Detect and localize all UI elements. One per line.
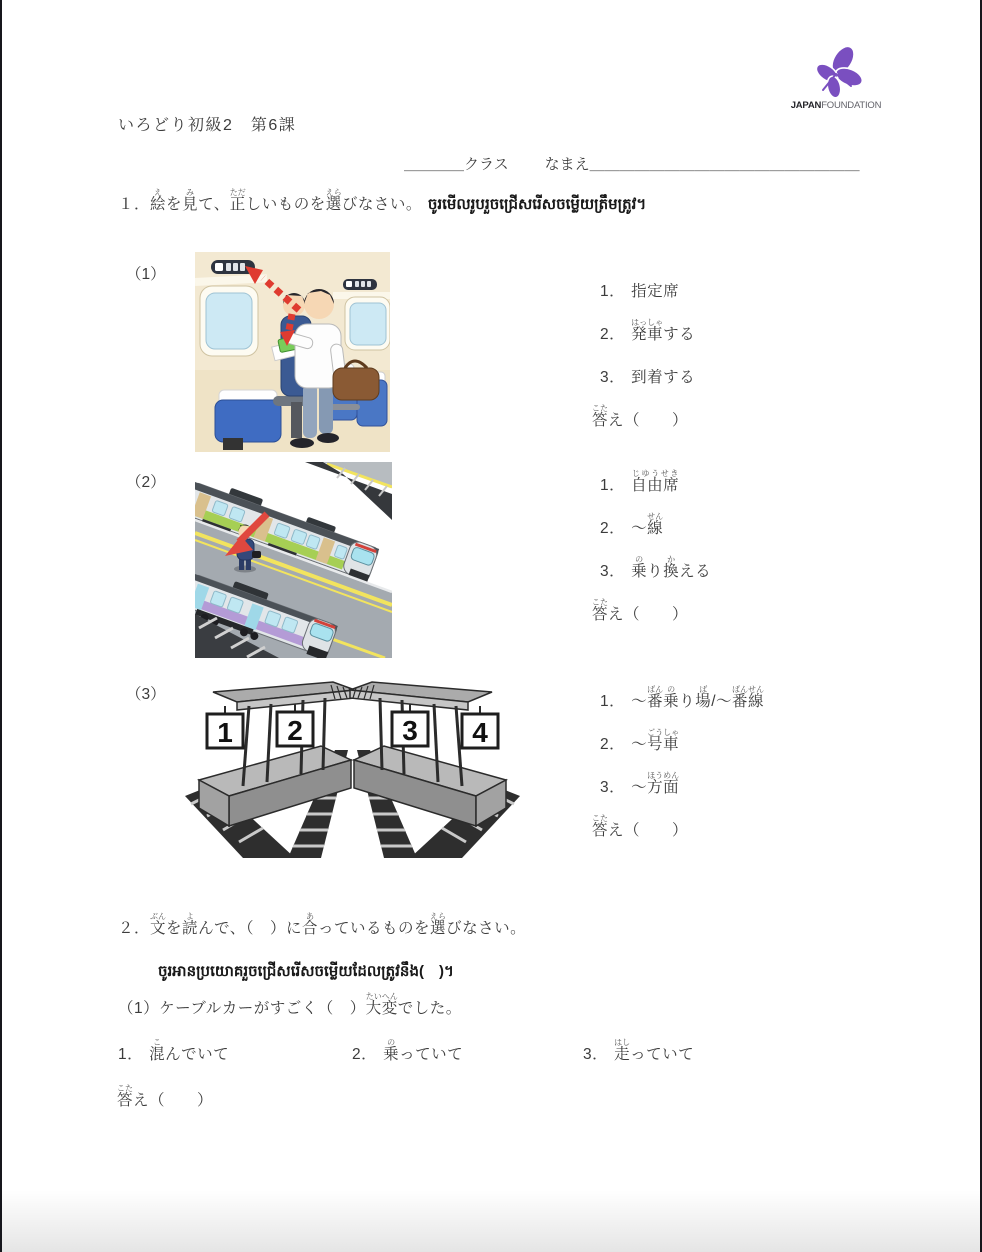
class-label: クラス: [464, 156, 509, 173]
section1-instruction-jp: １．絵えを見みて、正ただしいものを選えらびなさい。: [118, 188, 422, 213]
section2-instruction-khmer: ចូរអានប្រយោគរួចជ្រើសរើសចម្លើយដែលត្រូវនឹង( )។: [158, 963, 454, 980]
name-label: なまえ: [544, 156, 590, 173]
class-name-line: [404, 153, 860, 174]
section1-instruction: [118, 188, 646, 217]
logo-word-japan: JAPAN: [790, 100, 822, 111]
page-bottom-shadow: [0, 1190, 982, 1252]
item1-label: （1）: [126, 266, 166, 283]
section1-instruction-khmer: ចូរមើលរូបរួចជ្រើសរើសចម្លើយត្រឹមត្រូវ។: [427, 196, 647, 213]
item2-option-1: 1． 自由席じゆうせき: [600, 469, 680, 494]
item1-answer-blank: 答こたえ（ ）: [592, 404, 689, 429]
item3-option-3: 3． ～方面ほうめん: [600, 771, 680, 796]
page-left-edge: [0, 0, 2, 1252]
logo-word-foundation: FOUNDATION: [821, 100, 882, 111]
logo-wordmark: [788, 100, 884, 111]
japan-foundation-logo: [788, 46, 884, 111]
course-title: いろどり初級2 第6課: [118, 117, 297, 134]
section2-option-3: 3． 走はしっていて: [583, 1038, 695, 1063]
item2-option-3: 3． 乗のり換かえる: [600, 555, 712, 580]
section2-option-1: 1． 混こんでいて: [118, 1038, 230, 1063]
class-blank: ＿＿＿＿: [404, 156, 465, 173]
item3-options: [592, 668, 765, 840]
platform-sign-2: 2: [287, 715, 303, 746]
platform-sign-1: 1: [217, 717, 233, 748]
platform-sign-4: 4: [472, 717, 488, 748]
section2-instruction-jp: ２．文ぶんを読よんで、（ ）に合あっているものを選えらびなさい。: [118, 912, 527, 937]
section2-option-2: 2． 乗のっていて: [352, 1038, 464, 1063]
item3-option-1: 1． ～番ばん乗のり場ば/～番線ばんせん: [600, 685, 765, 710]
illustration-reserved-seat: [195, 252, 390, 457]
section2-answer-blank: 答こたえ（ ）: [117, 1084, 214, 1109]
item2-options: [592, 452, 712, 624]
item1-options: [592, 258, 696, 430]
flower-icon: [807, 46, 865, 98]
item1-option-2: 2． 発車はっしゃする: [600, 318, 696, 343]
item2-answer-blank: 答こたえ（ ）: [592, 598, 689, 623]
item1-option-1: 1． 指定席: [600, 283, 680, 300]
item3-answer-blank: 答こたえ（ ）: [592, 814, 689, 839]
item1-option-3: 3． 到着する: [600, 369, 696, 386]
section2-question: （1）ケーブルカーがすごく（ ）大変たいへんでした。: [118, 992, 462, 1017]
illustration-numbered-platforms: [185, 680, 520, 863]
item2-option-2: 2． ～線せん: [600, 512, 664, 537]
item3-option-2: 2． ～号車ごうしゃ: [600, 728, 680, 753]
section2-instruction: [118, 912, 526, 938]
platform-sign-3: 3: [402, 715, 418, 746]
illustration-transfer-trains: [195, 462, 392, 663]
item2-label: （2）: [126, 474, 166, 491]
item3-label: （3）: [126, 686, 166, 703]
name-blank: ＿＿＿＿＿＿＿＿＿＿＿＿＿＿＿＿＿＿: [589, 156, 860, 173]
section2-options: [118, 1030, 694, 1064]
